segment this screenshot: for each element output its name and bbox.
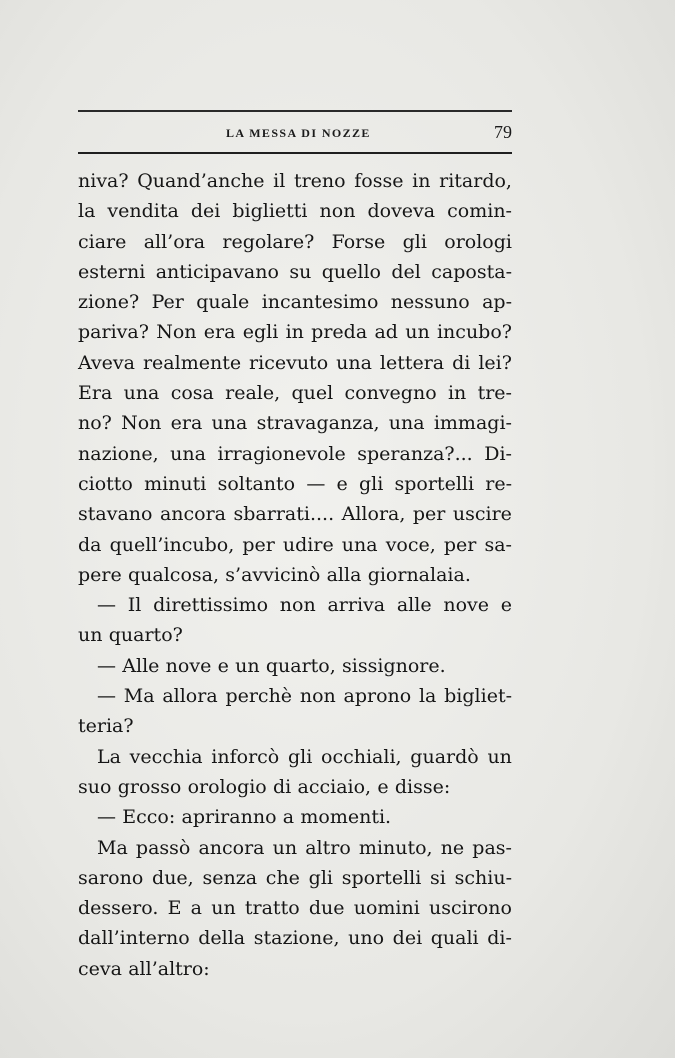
word: un [405, 321, 430, 344]
word: quarto? [108, 624, 183, 647]
word: teria? [78, 715, 134, 738]
word: preda [311, 321, 368, 344]
word: il [273, 170, 286, 192]
word: due [308, 897, 345, 920]
text-line [78, 348, 512, 378]
word: ancora [159, 503, 227, 526]
word: inforcò [211, 745, 280, 768]
text-line [78, 317, 512, 347]
word: dessero. [78, 897, 159, 920]
word: nove [443, 594, 489, 617]
word: stazione, [253, 927, 340, 950]
word: La [97, 745, 121, 768]
word: una [123, 382, 160, 405]
word: quell’incubo, [109, 533, 235, 556]
word: orologi [444, 230, 512, 253]
word: pariva? [78, 321, 149, 344]
word: vecchia [129, 745, 203, 768]
word: voce, [385, 533, 436, 556]
word: cosa [170, 382, 214, 405]
word: lettera [379, 351, 445, 374]
word: zione? [78, 291, 140, 314]
header-rule [78, 152, 512, 154]
word: Per [151, 291, 184, 314]
word: niva? [78, 170, 129, 192]
word: suo [78, 775, 112, 798]
word: del [391, 260, 421, 283]
word: aprono [343, 685, 412, 708]
word: direttissimo [153, 594, 269, 617]
word: su [289, 260, 312, 283]
word: senza [202, 866, 258, 889]
word: della [198, 927, 246, 950]
word: convegno [344, 382, 437, 405]
word: sportelli [394, 472, 475, 495]
word: era [170, 412, 203, 435]
word: Allora, [341, 503, 406, 526]
word: sportelli [341, 866, 422, 889]
word: egli [242, 321, 279, 344]
word: un [272, 836, 298, 859]
word: fosse [354, 170, 404, 192]
word: nessuno [390, 291, 470, 314]
page-number: 79 [494, 122, 512, 142]
word: pere [78, 563, 122, 586]
word: gli [308, 866, 333, 889]
word: tre- [477, 382, 512, 405]
word: uscire [452, 503, 512, 526]
word: nazione, [78, 442, 159, 465]
page-header [78, 124, 512, 146]
word: Di- [484, 442, 512, 465]
word: E [167, 897, 182, 920]
word: doveva [367, 200, 436, 223]
word: Quand’anche [137, 170, 265, 192]
word: era [203, 321, 236, 344]
running-title: LA MESSA DI NOZZE [226, 126, 371, 140]
word: — [306, 472, 326, 495]
text-line [78, 711, 512, 741]
word: — [97, 594, 116, 617]
word: alla [326, 563, 362, 586]
word: speranza?... [357, 442, 473, 465]
word: regolare? [222, 230, 315, 253]
word: di [273, 775, 292, 798]
word: altro [305, 836, 351, 859]
word: — [97, 654, 116, 677]
word: dall’interno [78, 927, 190, 950]
word: un [487, 745, 512, 768]
word: ne [440, 836, 465, 859]
word: dei [392, 927, 423, 950]
word: e [377, 775, 389, 798]
word: momenti. [300, 806, 392, 829]
word: acciaio, [297, 775, 372, 798]
word: una [170, 442, 206, 465]
word: guardò [410, 745, 479, 768]
text-line [78, 378, 512, 408]
word: e [336, 472, 348, 495]
word: giornalaia. [367, 563, 471, 586]
word: all’ora [143, 230, 206, 253]
text-line [78, 469, 512, 499]
word: alle [396, 594, 432, 617]
word: anticipavano [155, 260, 279, 283]
word: biglietti [232, 200, 308, 223]
word: un [211, 897, 236, 920]
word: Non [121, 412, 162, 435]
word: e [217, 654, 229, 677]
word: in [285, 321, 304, 344]
word: una [388, 412, 425, 435]
word: qualcosa, [128, 563, 220, 586]
word: nove [165, 654, 212, 677]
word: sa- [484, 533, 512, 556]
word: bigliet- [444, 685, 512, 708]
word: vendita [107, 200, 179, 223]
text-line [78, 227, 512, 257]
word: treno [293, 170, 346, 192]
top-rule [78, 110, 512, 112]
word: perchè [225, 685, 293, 708]
word: uno [348, 927, 385, 950]
word: tratto [244, 897, 300, 920]
word: gli [287, 745, 313, 768]
text-line [78, 408, 512, 438]
text-line [78, 802, 512, 832]
word: quali [430, 927, 479, 950]
word: Non [156, 321, 197, 344]
word: di- [487, 927, 512, 950]
word: Alle [122, 654, 160, 677]
word: all’altro: [128, 957, 210, 980]
word: un [235, 654, 260, 677]
word: quello [321, 260, 381, 283]
word: Il [127, 594, 142, 617]
word: quarto, [265, 654, 336, 677]
word: quale [196, 291, 250, 314]
word: un [78, 624, 103, 647]
word: occhiali, [321, 745, 402, 768]
word: per [242, 533, 275, 556]
word: lei? [478, 351, 512, 374]
word: la [418, 685, 437, 708]
word: la [78, 200, 96, 223]
word: grosso [117, 775, 182, 798]
text-line [78, 681, 512, 711]
word: minuto, [358, 836, 433, 859]
word: da [78, 533, 102, 556]
word: non [279, 594, 316, 617]
word: in [412, 170, 431, 192]
text-line [78, 560, 512, 590]
text-line [78, 651, 512, 681]
text-line [78, 863, 512, 893]
word: e [500, 594, 512, 617]
word: caposta- [431, 260, 512, 283]
word: uscirono [429, 897, 512, 920]
word: gli [402, 230, 427, 253]
word: dei [190, 200, 221, 223]
word: per [443, 533, 477, 556]
word: udire [282, 533, 334, 556]
word: — [97, 806, 116, 829]
word: soltanto [217, 472, 296, 495]
word: reale, [225, 382, 281, 405]
text-line [78, 954, 512, 984]
text-line [78, 166, 512, 196]
word: immagi- [433, 412, 512, 435]
word: che [265, 866, 300, 889]
word: una [336, 351, 372, 374]
text-line [78, 893, 512, 923]
word: allora [162, 685, 218, 708]
text-line [78, 772, 512, 802]
word: in [447, 382, 467, 405]
word: no? [78, 412, 112, 435]
text-line [78, 923, 512, 953]
word: una [341, 533, 378, 556]
text-line [78, 196, 512, 226]
word: pas- [472, 836, 512, 859]
text-line [78, 620, 512, 650]
word: irragionevole [217, 442, 346, 465]
word: stavano [78, 503, 153, 526]
text-line [78, 530, 512, 560]
word: Aveva [78, 351, 135, 374]
word: una [211, 412, 248, 435]
word: ciotto [78, 472, 133, 495]
text-line [78, 287, 512, 317]
word: uomini [353, 897, 420, 920]
word: ciare [78, 230, 127, 253]
word: — [97, 685, 116, 708]
word: realmente [142, 351, 242, 374]
word: quel [291, 382, 334, 405]
text-line [78, 833, 512, 863]
word: a [282, 806, 295, 829]
word: disse: [394, 775, 451, 798]
word: stravaganza, [256, 412, 380, 435]
text-line [78, 257, 512, 287]
word: esterni [78, 260, 146, 283]
text-line [78, 742, 512, 772]
word: ceva [78, 957, 122, 980]
word: Ecco: [122, 806, 176, 829]
word: re- [485, 472, 512, 495]
body-text [78, 166, 512, 984]
text-line [78, 590, 512, 620]
word: sarono [78, 866, 144, 889]
word: incantesimo [261, 291, 379, 314]
word: ricevuto [249, 351, 329, 374]
word: per [412, 503, 446, 526]
word: a [190, 897, 202, 920]
word: apriranno [181, 806, 277, 829]
word: non [299, 685, 336, 708]
word: Forse [331, 230, 386, 253]
word: comin- [447, 200, 512, 223]
word: ad [374, 321, 398, 344]
word: Era [78, 382, 113, 405]
word: schiu- [454, 866, 512, 889]
word: ritardo, [439, 170, 512, 192]
word: passò [135, 836, 191, 859]
word: due, [152, 866, 194, 889]
word: minuti [144, 472, 207, 495]
word: orologio [187, 775, 267, 798]
word: incubo? [436, 321, 512, 344]
word: ap- [482, 291, 512, 314]
word: Ma [123, 685, 155, 708]
word: gli [358, 472, 384, 495]
word: ancora [198, 836, 265, 859]
word: sissignore. [342, 654, 446, 677]
word: non [319, 200, 356, 223]
word: Ma [97, 836, 128, 859]
text-line [78, 439, 512, 469]
word: si [430, 866, 446, 889]
word: sbarrati.... [233, 503, 335, 526]
word: arriva [327, 594, 386, 617]
text-line [78, 499, 512, 529]
word: s’avvicinò [225, 563, 321, 586]
word: di [452, 351, 471, 374]
